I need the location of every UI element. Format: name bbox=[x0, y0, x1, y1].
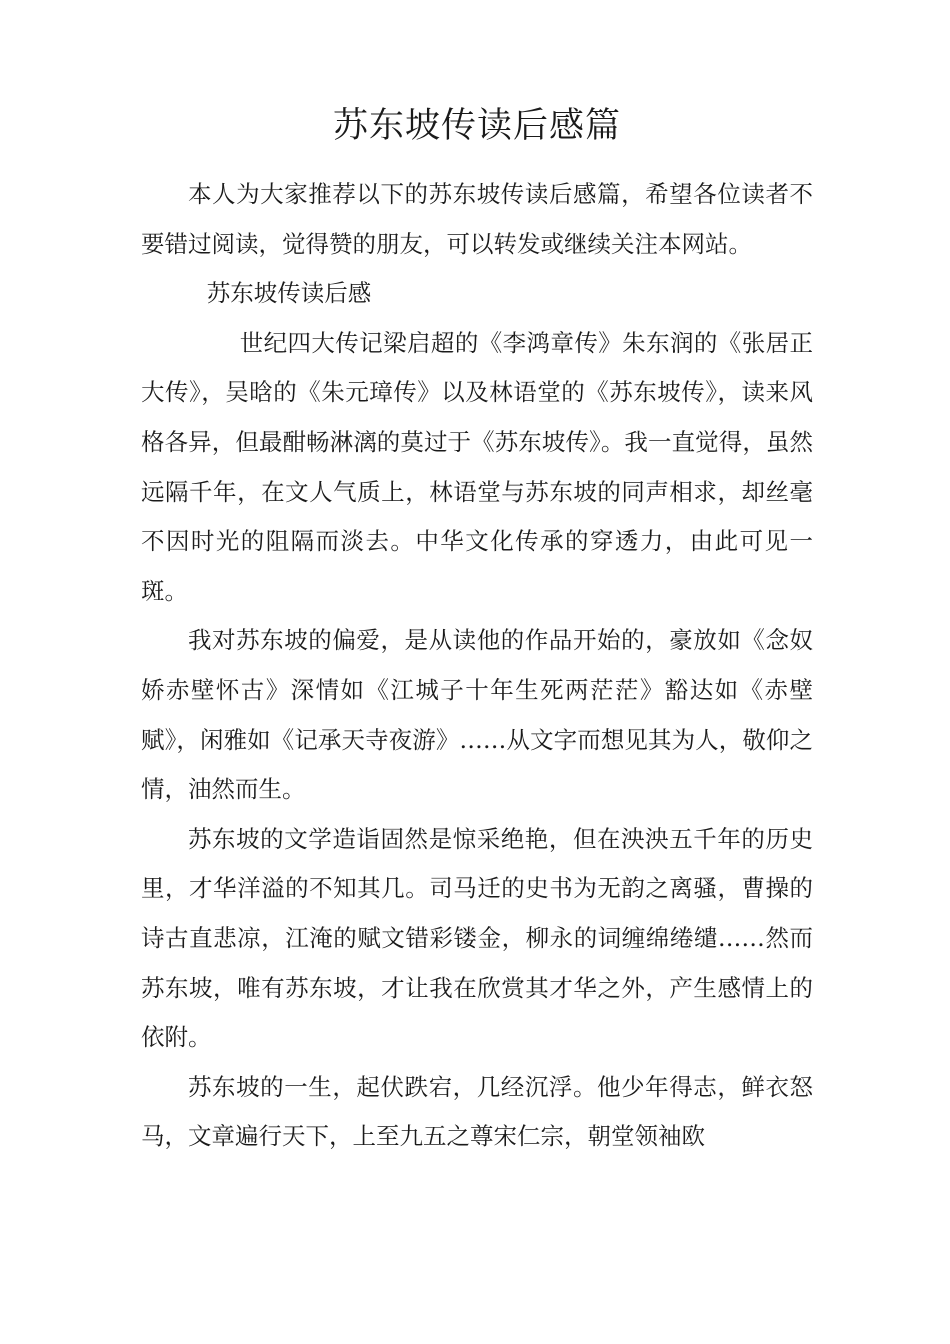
intro-paragraph: 本人为大家推荐以下的苏东坡传读后感篇，希望各位读者不要错过阅读，觉得赞的朋友，可以转发或继续关注本网站。 bbox=[141, 180, 813, 258]
document-title: 苏东坡传读后感篇 bbox=[332, 106, 621, 146]
body-paragraph: 苏东坡的文学造诣固然是惊采绝艳，但在泱泱五千年的历史里，才华洋溢的不知其几。司马迁的史书为无韵之离骚，曹操的诗古直悲凉，江淹的赋文错彩镂金，柳永的词缠绵绻缱……然而苏东坡，唯有苏东坡，才让我在欣赏其才华之外，产生感情上的依附。 bbox=[141, 824, 813, 1052]
section-heading: 苏东坡传读后感 bbox=[206, 279, 372, 308]
document-body bbox=[141, 98, 813, 1162]
body-paragraph: 苏东坡的一生，起伏跌宕，几经沉浮。他少年得志，鲜衣怒马，文章遍行天下，上至九五之尊宋仁宗，朝堂领袖欧 bbox=[141, 1072, 813, 1151]
body-paragraph: 我对苏东坡的偏爱，是从读他的作品开始的，豪放如《念奴娇赤壁怀古》深情如《江城子十年生死两茫茫》豁达如《赤壁赋》，闲雅如《记承天寺夜游》……从文字而想见其为人，敬仰之情，油然而生。 bbox=[141, 626, 813, 804]
body-paragraph: 世纪四大传记梁启超的《李鸿章传》朱东润的《张居正大传》，吴晗的《朱元璋传》以及林语堂的《苏东坡传》，读来风格各异，但最酣畅淋漓的莫过于《苏东坡传》。我一直觉得，虽然远隔千年，在文人气质上，林语堂与苏东坡的同声相求，却丝毫不因时光的阻隔而淡去。中华文化传承的穿透力，由此可见一斑。 bbox=[141, 328, 813, 605]
